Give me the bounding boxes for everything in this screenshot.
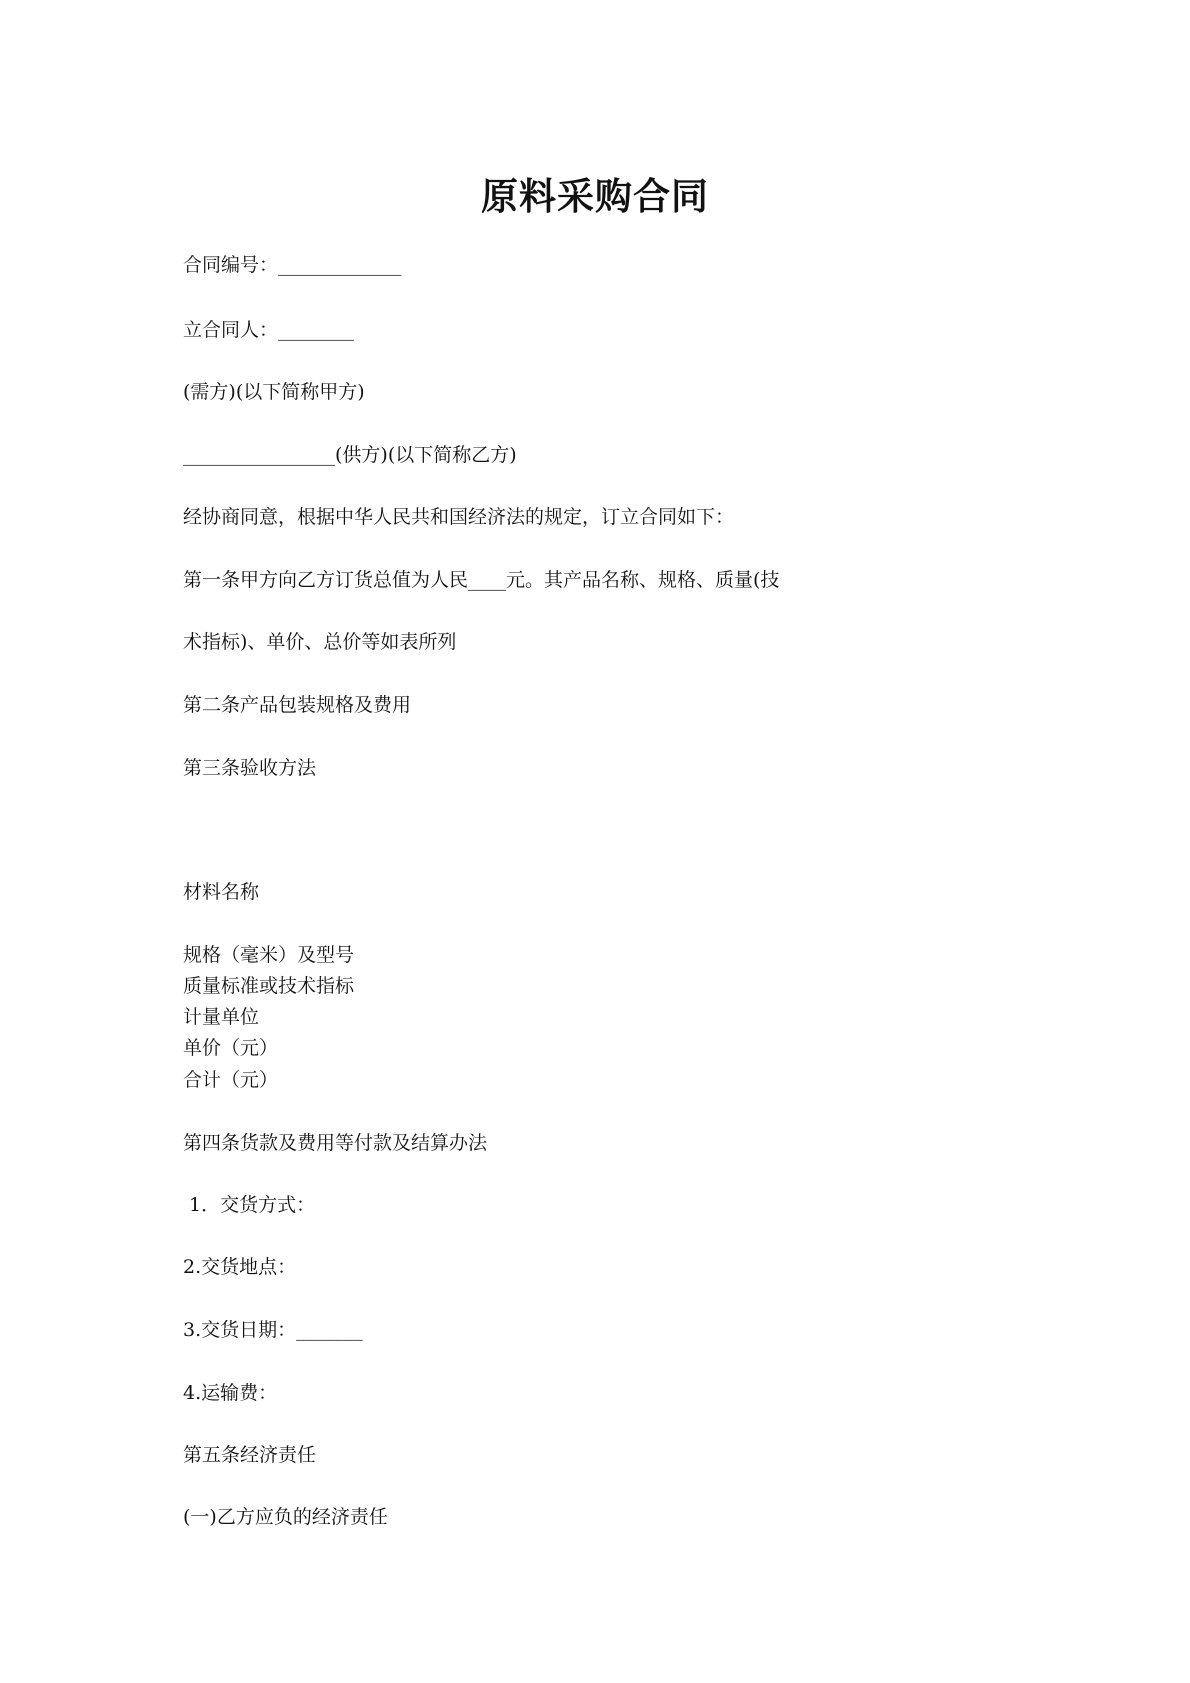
delivery-location-line: 2.交货地点： [183,1256,297,1278]
delivery-method-line: 1．交货方式： [183,1194,316,1216]
article-1-continued-line: 术指标)、单价、总价等如表所列 [183,631,457,653]
article-5-heading: 第五条经济责任 [183,1444,317,1466]
document-title: 原料采购合同 [481,174,709,218]
contract-number-line: 合同编号：_____________ [183,254,402,276]
table-header-quality-standard: 质量标准或技术指标 [183,975,355,997]
table-header-material-name: 材料名称 [183,881,260,903]
supplier-liability-heading: (一)乙方应负的经济责任 [183,1506,388,1528]
freight-line: 4.运输费： [183,1382,278,1404]
article-4-heading: 第四条货款及费用等付款及结算办法 [183,1132,488,1154]
table-header-unit: 计量单位 [183,1006,260,1028]
supplier-line: ________________(供方)(以下简称乙方) [183,444,517,466]
article-2-heading: 第二条产品包装规格及费用 [183,694,412,716]
table-header-spec-model: 规格（毫米）及型号 [183,944,355,966]
article-3-heading: 第三条验收方法 [183,757,317,779]
delivery-date-line: 3.交货日期：_______ [183,1319,363,1341]
preamble-line: 经协商同意，根据中华人民共和国经济法的规定，订立合同如下： [183,506,735,528]
article-1-line: 第一条甲方向乙方订货总值为人民____元。其产品名称、规格、质量(技 [183,569,780,591]
table-header-total: 合计（元） [183,1069,279,1091]
buyer-line: (需方)(以下简称甲方) [183,381,365,403]
table-header-unit-price: 单价（元） [183,1037,279,1059]
contracting-party-line: 立合同人：________ [183,319,355,341]
